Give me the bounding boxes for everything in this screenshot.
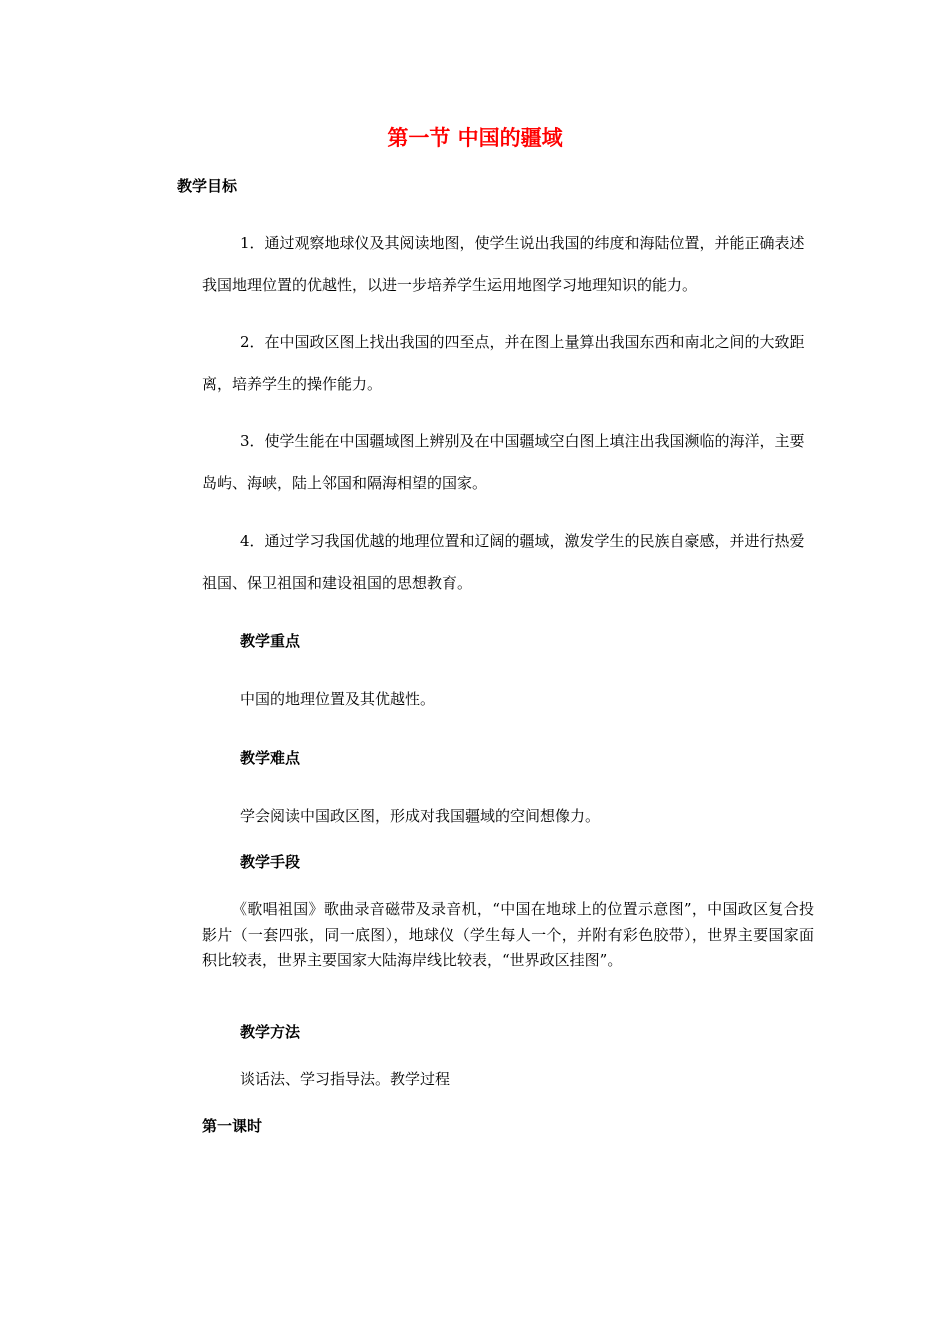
page-title: 第一节 中国的疆域 [387, 125, 563, 150]
objectives-heading: 教学目标 [177, 177, 238, 195]
objective-item: 3．使学生能在中国疆域图上辨别及在中国疆域空白图上填注出我国濒临的海洋，主要岛屿、海峡，陆上邻国和隔海相望的国家。 [202, 432, 805, 492]
means-text: 《歌唱祖国》歌曲录音磁带及录音机，“中国在地球上的位置示意图”，中国政区复合投影片（一套四张，同一底图），地球仪（学生每人一个，并附有彩色胶带），世界主要国家面积比较表，世界主要国家大陆海岸线比较表，“世界政区挂图”。 [202, 900, 814, 969]
difficulties-text: 学会阅读中国政区图，形成对我国疆域的空间想像力。 [240, 807, 601, 825]
methods-text: 谈话法、学习指导法。教学过程 [240, 1070, 451, 1088]
key-points-heading: 教学重点 [240, 632, 301, 650]
means-heading: 教学手段 [240, 853, 301, 871]
objective-item: 2．在中国政区图上找出我国的四至点，并在图上量算出我国东西和南北之间的大致距离，培养学生的操作能力。 [202, 333, 805, 393]
objective-item: 1．通过观察地球仪及其阅读地图，使学生说出我国的纬度和海陆位置，并能正确表述我国地理位置的优越性，以进一步培养学生运用地图学习地理知识的能力。 [202, 234, 805, 294]
key-points-text: 中国的地理位置及其优越性。 [240, 690, 436, 708]
objective-item: 4．通过学习我国优越的地理位置和辽阔的疆域，激发学生的民族自豪感，并进行热爱祖国、保卫祖国和建设祖国的思想教育。 [202, 532, 805, 592]
first-lesson-heading: 第一课时 [202, 1117, 263, 1135]
difficulties-heading: 教学难点 [240, 749, 301, 767]
methods-heading: 教学方法 [240, 1023, 301, 1041]
